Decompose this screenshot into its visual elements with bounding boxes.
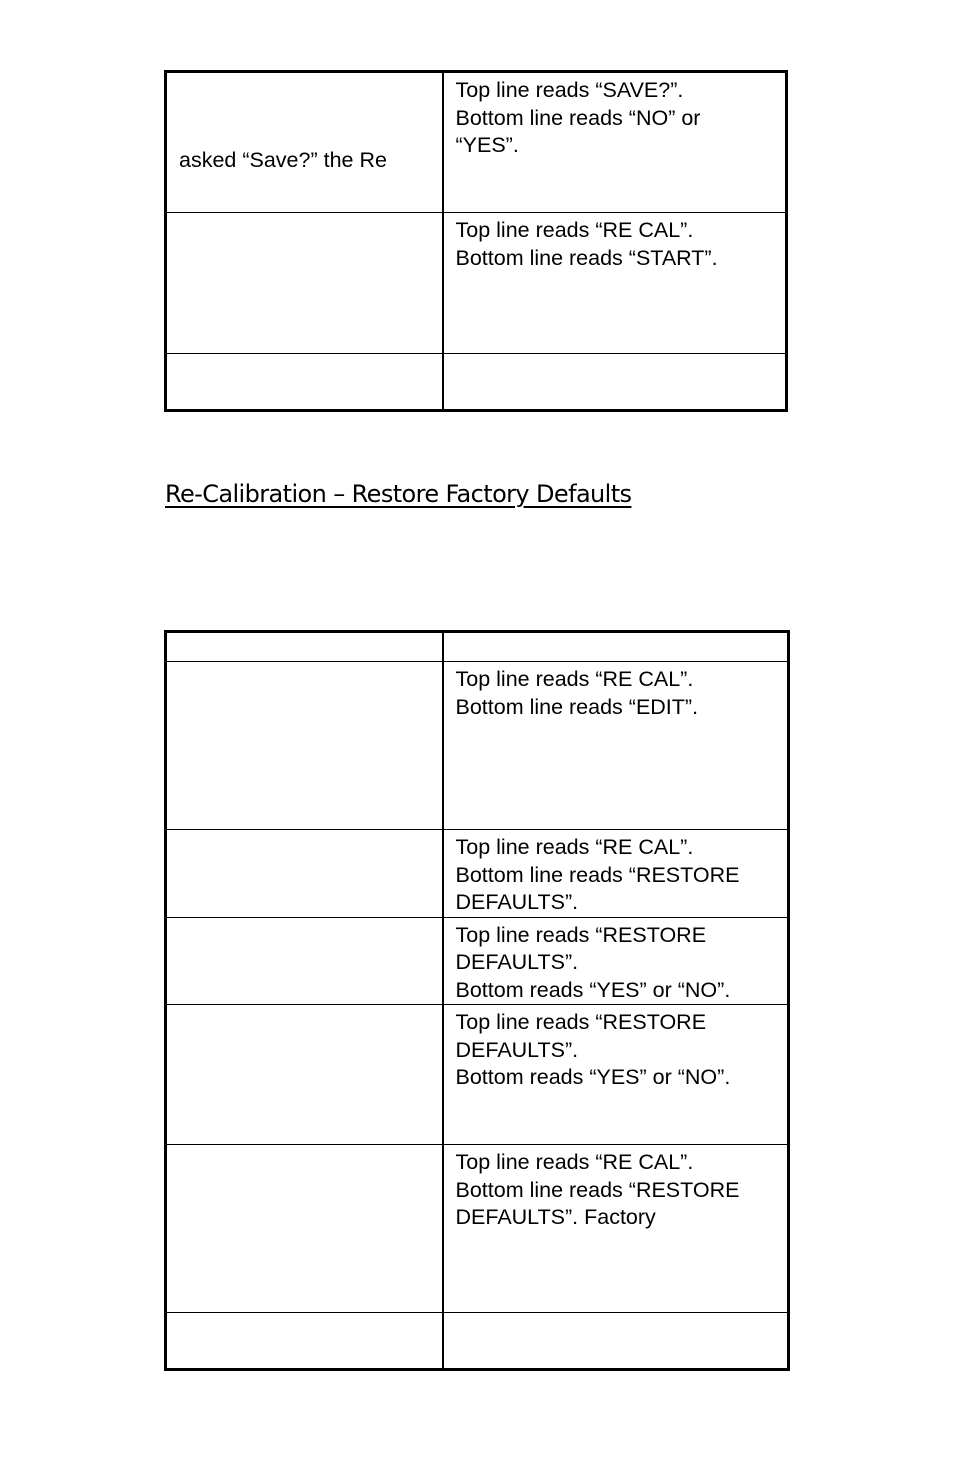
table-cell-step — [166, 917, 443, 1005]
table-cell-display — [443, 213, 787, 354]
table-row — [166, 830, 789, 918]
cell-text: DEFAULTS”. — [455, 890, 579, 914]
cell-text: Bottom line reads “START”. — [455, 245, 718, 270]
cell-text: Top line reads “RE CAL”. — [455, 667, 694, 691]
cell-text: Top line reads “RESTORE — [455, 1010, 707, 1034]
table-row — [166, 354, 787, 411]
table-row — [166, 1005, 789, 1145]
table-cell-display — [443, 917, 789, 1005]
table-cell-step — [166, 72, 443, 213]
cell-text: “YES”. — [455, 133, 519, 157]
table-cell-step — [166, 1313, 443, 1370]
cell-text: Bottom line reads “RESTORE — [455, 862, 740, 887]
table-cell-step — [166, 354, 443, 411]
table-row — [166, 72, 787, 213]
table-cell-display — [443, 354, 787, 411]
table-header-cell — [166, 632, 443, 662]
cell-text: Top line reads “SAVE?”. — [455, 78, 684, 102]
table-row — [166, 662, 789, 830]
table-row — [166, 1313, 789, 1370]
table-cell-display — [443, 830, 789, 918]
table-cell-step — [166, 213, 443, 354]
cell-text: Bottom line reads “NO” or — [455, 105, 701, 130]
recal-save-table — [164, 70, 788, 412]
table-header-row — [166, 632, 789, 662]
table-cell-step — [166, 1145, 443, 1313]
cell-text: Bottom line reads “RESTORE — [455, 1177, 740, 1202]
table-cell-display — [443, 1005, 789, 1145]
cell-text: DEFAULTS”. — [455, 1037, 579, 1062]
cell-text: Bottom reads “YES” or “NO”. — [455, 977, 731, 1002]
cell-text: Top line reads “RE CAL”. — [455, 1150, 694, 1174]
table-cell-display — [443, 662, 789, 830]
cell-text: asked “Save?” the Re — [179, 148, 387, 172]
table-cell-step — [166, 662, 443, 830]
table-header-cell — [443, 632, 789, 662]
cell-text: DEFAULTS”. Factory — [455, 1205, 656, 1229]
cell-text: Top line reads “RE CAL”. — [455, 835, 694, 859]
section-heading: Re-Calibration – Restore Factory Defaults — [165, 480, 632, 508]
table-cell-step — [166, 1005, 443, 1145]
cell-text: Top line reads “RE CAL”. — [455, 218, 694, 242]
cell-text: Bottom reads “YES” or “NO”. — [455, 1065, 731, 1089]
table-cell-display — [443, 72, 787, 213]
cell-text: Top line reads “RESTORE — [455, 922, 707, 947]
table-row — [166, 213, 787, 354]
table-cell-display — [443, 1313, 789, 1370]
restore-defaults-table — [164, 630, 790, 1371]
table-cell-step — [166, 830, 443, 918]
table-row — [166, 917, 789, 1005]
table-row — [166, 1145, 789, 1313]
table-cell-display — [443, 1145, 789, 1313]
cell-text: DEFAULTS”. — [455, 950, 579, 974]
cell-text: Bottom line reads “EDIT”. — [455, 694, 699, 719]
